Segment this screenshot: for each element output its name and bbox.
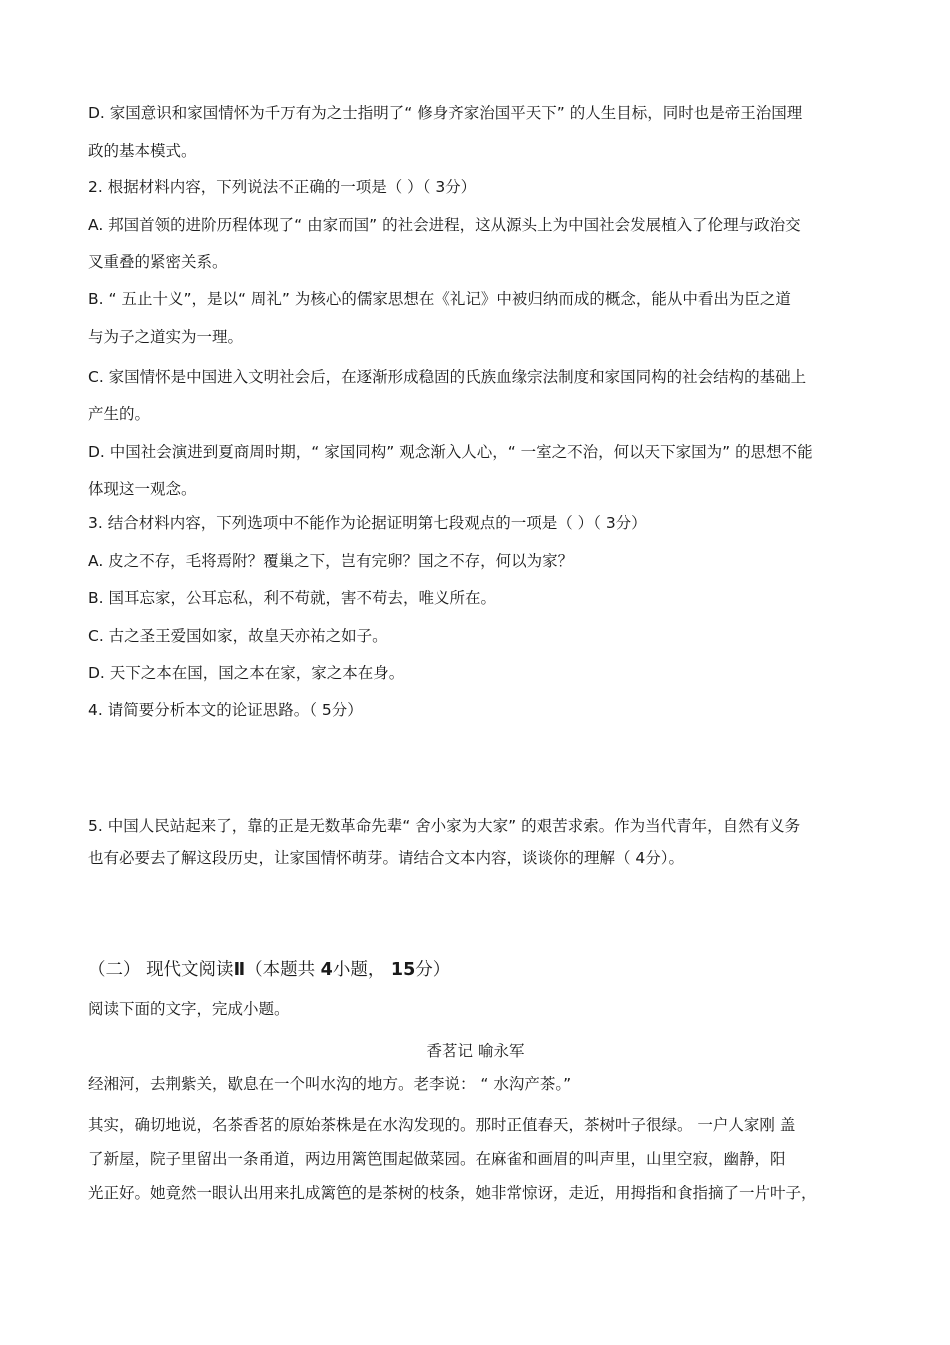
q4-stem: 4. 请简要分析本文的论证思路。（ 5分） — [88, 701, 363, 719]
q2-option-d-line2: 体现这一观念。 — [88, 480, 197, 498]
q2-option-b-line1: B. “ 五止十义”，是以“ 周礼” 为核心的儒家思想在《礼记》中被归纳而成的概念，能从中看出为臣之道 — [88, 290, 791, 308]
q1-option-d-line1: D. 家国意识和家国情怀为千万有为之士指明了“ 修身齐家治国平天下” 的人生目标，同时也是帝王治国理 — [88, 104, 803, 122]
section-title-roman: Ⅱ — [233, 960, 246, 980]
q5-stem-line2: 也有必要去了解这段历史，让家国情怀萌芽。请结合文本内容，谈谈你的理解（ 4分）。 — [88, 849, 685, 867]
q2-option-a-line2: 叉重叠的紧密关系。 — [88, 253, 228, 271]
q2-stem: 2. 根据材料内容，下列说法不正确的一项是（ ）（ 3分） — [88, 178, 477, 196]
q3-option-b: B. 国耳忘家，公耳忘私，利不苟就，害不苟去，唯义所在。 — [88, 589, 496, 607]
q2-option-d-line1: D. 中国社会演进到夏商周时期，“ 家国同构” 观念渐入人心，“ 一室之不治，何以天下家国为” 的思想不能 — [88, 443, 813, 461]
section-question-count: 4 — [320, 960, 333, 980]
q3-option-d: D. 天下之本在国，国之本在家，家之本在身。 — [88, 664, 405, 682]
q2-option-c-line1: C. 家国情怀是中国进入文明社会后，在逐渐形成稳固的氏族血缘宗法制度和家国同构的社会结构的基础上 — [88, 368, 807, 386]
q3-stem: 3. 结合材料内容，下列选项中不能作为论据证明第七段观点的一项是（ ）（ 3分） — [88, 514, 647, 532]
article-paragraph-1: 经湘河，去荆紫关，歇息在一个叫水沟的地方。老李说： “ 水沟产茶。” — [88, 1075, 572, 1093]
q2-option-c-line2: 产生的。 — [88, 405, 151, 423]
section-score: 15 — [390, 960, 416, 980]
article-title: 香茗记 喻永军 — [426, 1042, 525, 1060]
q3-option-a: A. 皮之不存，毛将焉附？覆巢之下，岂有完卵？国之不存，何以为家？ — [88, 552, 574, 570]
q3-option-c: C. 古之圣王爱国如家，故皇天亦祐之如子。 — [88, 627, 388, 645]
article-paragraph-2-line2: 了新屋，院子里留出一条甬道，两边用篱笆围起做菜园。在麻雀和画眉的叫声里，山里空寂，幽静，阳 — [88, 1150, 786, 1168]
section-instruction: 阅读下面的文字，完成小题。 — [88, 1000, 290, 1018]
section-title-suffix: 分） — [415, 960, 451, 980]
article-paragraph-2-line1: 其实，确切地说，名茶香茗的原始茶株是在水沟发现的。那时正值春天，茶树叶子很绿。 一户人家刚 盖 — [88, 1116, 796, 1134]
section-title-mid: （本题共 — [245, 960, 321, 980]
section-title-mid2: 小题， — [332, 960, 386, 980]
q2-option-a-line1: A. 邦国首领的进阶历程体现了“ 由家而国” 的社会进程，这从源头上为中国社会发展植入了伦理与政治交 — [88, 216, 801, 234]
q2-option-b-line2: 与为子之道实为一理。 — [88, 328, 244, 346]
q5-stem-line1: 5. 中国人民站起来了，靠的正是无数革命先辈“ 舍小家为大家” 的艰苦求索。作为当代青年，自然有义务 — [88, 817, 801, 835]
section-title-prefix: （二） 现代文阅读 — [88, 960, 234, 980]
q1-option-d-line2: 政的基本模式。 — [88, 142, 197, 160]
section-title — [88, 958, 863, 982]
article-paragraph-2-line3: 光正好。她竟然一眼认出用来扎成篱笆的是茶树的枝条，她非常惊讶，走近，用拇指和食指摘了一片叶子， — [88, 1184, 817, 1202]
